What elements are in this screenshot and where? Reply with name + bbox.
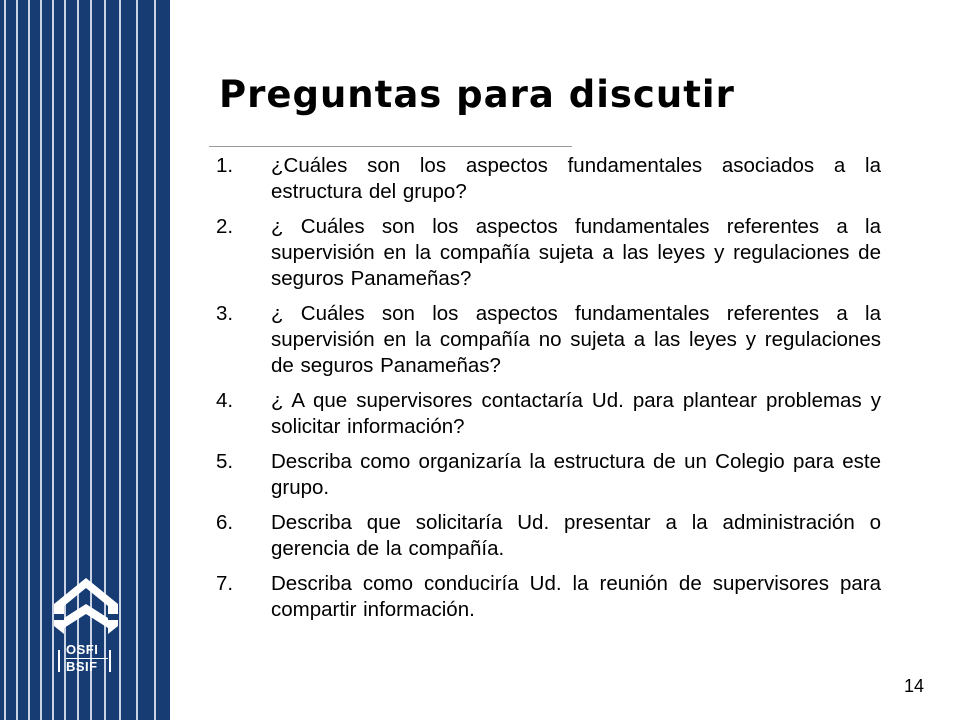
question-number: 4. bbox=[216, 389, 234, 412]
sidebar-stripe bbox=[4, 0, 6, 720]
sidebar-band bbox=[0, 0, 170, 720]
osfi-logo bbox=[46, 574, 126, 694]
slide-title: Preguntas para discutir bbox=[219, 73, 735, 116]
question-text: ¿ Cuáles son los aspectos fundamentales referentes a la supervisión en la compañía no sujeta a las leyes y regulaciones de seguros Panameñas? bbox=[271, 302, 881, 377]
sidebar-stripe bbox=[136, 0, 138, 720]
question-number: 2. bbox=[216, 215, 234, 238]
question-text: Describa que solicitaría Ud. presentar a la administración o gerencia de la compañía. bbox=[271, 511, 881, 560]
logo-text-osfi: OSFI bbox=[66, 642, 99, 657]
question-text: Describa como conduciría Ud. la reunión de supervisores para compartir información. bbox=[271, 572, 881, 621]
page-number: 14 bbox=[904, 676, 925, 696]
osfi-emblem-icon bbox=[46, 574, 126, 644]
question-number: 5. bbox=[216, 450, 234, 473]
question-number: 6. bbox=[216, 511, 234, 534]
sidebar-stripe bbox=[16, 0, 18, 720]
question-item bbox=[216, 301, 881, 379]
question-number: 7. bbox=[216, 572, 234, 595]
question-text: ¿Cuáles son los aspectos fundamentales asociados a la estructura del grupo? bbox=[271, 154, 881, 203]
question-number: 1. bbox=[216, 154, 234, 177]
question-item bbox=[216, 571, 881, 623]
sidebar-stripe bbox=[154, 0, 156, 720]
question-item bbox=[216, 153, 881, 205]
question-item bbox=[216, 214, 881, 292]
title-divider bbox=[209, 146, 572, 147]
question-item bbox=[216, 449, 881, 501]
question-list bbox=[216, 153, 881, 632]
logo-bar bbox=[58, 650, 60, 672]
sidebar-stripe bbox=[40, 0, 42, 720]
question-item bbox=[216, 388, 881, 440]
question-text: ¿ Cuáles son los aspectos fundamentales referentes a la supervisión en la compañía sujeta a las leyes y regulaciones de seguros Panameñas? bbox=[271, 215, 881, 290]
sidebar-stripe bbox=[28, 0, 30, 720]
question-text: Describa como organizaría la estructura de un Colegio para este grupo. bbox=[271, 450, 881, 499]
question-number: 3. bbox=[216, 302, 234, 325]
question-item bbox=[216, 510, 881, 562]
question-text: ¿ A que supervisores contactaría Ud. para plantear problemas y solicitar información? bbox=[271, 389, 881, 438]
logo-text-bsif: BSIF bbox=[66, 659, 98, 674]
